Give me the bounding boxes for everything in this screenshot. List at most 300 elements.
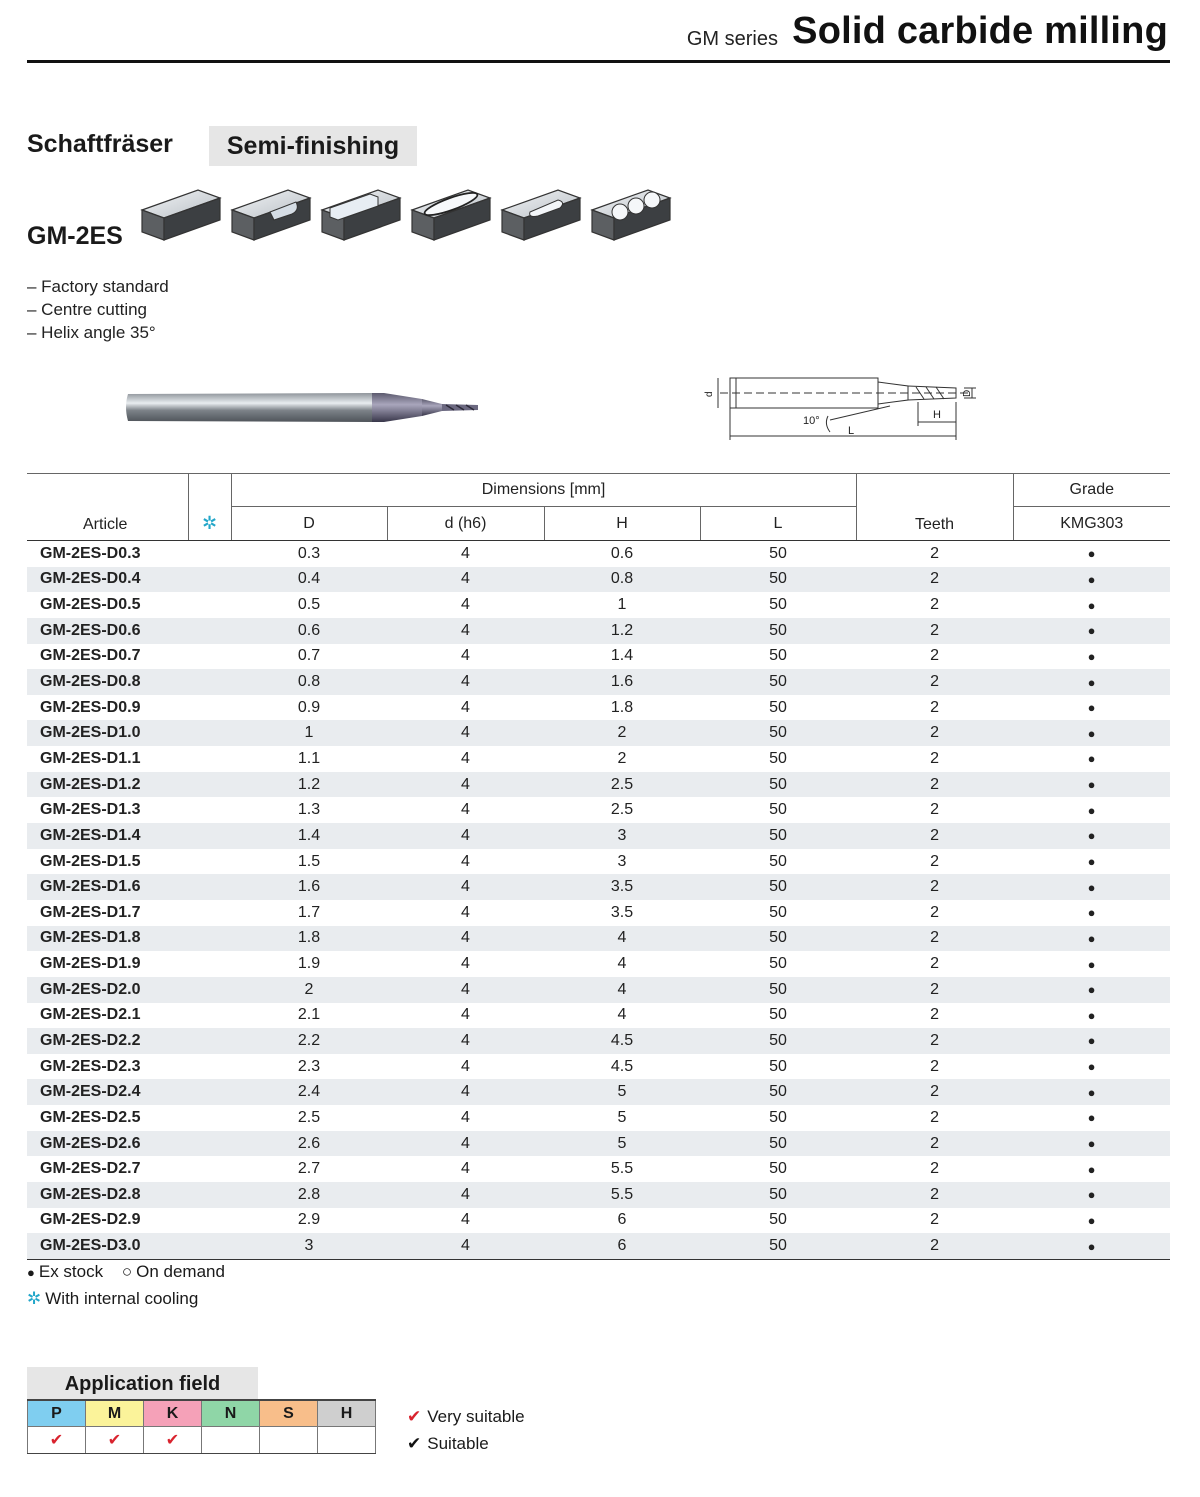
- page-header: [27, 0, 1170, 63]
- L-cell: 50: [700, 926, 856, 952]
- end-mill-photo: [122, 385, 487, 430]
- H-cell: 2: [544, 720, 700, 746]
- drawing-label-L: L: [848, 425, 855, 437]
- teeth-cell: 2: [930, 749, 939, 767]
- grade-availability-cell: ●: [1013, 823, 1170, 849]
- teeth-cell: 2: [856, 1028, 1013, 1054]
- H-cell: 5: [617, 1108, 627, 1126]
- D-cell: 1.1: [297, 749, 321, 767]
- grade-availability-cell: ●: [1013, 618, 1170, 644]
- L-cell: 50: [769, 698, 787, 716]
- L-cell: 50: [769, 1160, 787, 1178]
- table-row: [27, 1079, 1170, 1105]
- table-row: [27, 1233, 1170, 1259]
- L-cell: 50: [700, 874, 856, 900]
- grade-availability-cell: ●: [1087, 1212, 1096, 1228]
- L-cell: 50: [769, 1211, 787, 1229]
- H-cell: 3: [544, 823, 700, 849]
- article-cell: GM-2ES-D2.8: [27, 1182, 188, 1208]
- H-cell: 1: [617, 596, 627, 614]
- table-row: [27, 720, 1170, 746]
- d-cell: 4: [461, 749, 470, 767]
- D-cell: 0.4: [231, 567, 387, 593]
- cooling-cell: [188, 1028, 231, 1054]
- teeth-cell: 2: [930, 1108, 939, 1126]
- L-cell: 50: [769, 801, 787, 819]
- teeth-cell: 2: [856, 669, 1013, 695]
- article-cell: GM-2ES-D1.3: [40, 801, 141, 819]
- table-row: [27, 797, 1170, 823]
- grade-availability-cell: ●: [1013, 1182, 1170, 1208]
- d-cell: 4: [461, 903, 470, 921]
- d-cell: 4: [461, 955, 470, 973]
- cooling-cell: [188, 1131, 231, 1157]
- H-cell: 4: [544, 926, 700, 952]
- ex-stock-symbol: ●: [27, 1265, 35, 1280]
- col-header-dimensions: Dimensions [mm]: [231, 474, 856, 507]
- table-row: [27, 1208, 1170, 1234]
- teeth-cell: 2: [856, 1131, 1013, 1157]
- grade-availability-cell: ●: [1087, 1161, 1096, 1177]
- cooling-cell: [188, 900, 231, 926]
- drawing-label-H: H: [933, 409, 941, 421]
- teeth-cell: 2: [930, 596, 939, 614]
- article-cell: GM-2ES-D0.9: [40, 698, 141, 716]
- grade-availability-cell: ●: [1013, 926, 1170, 952]
- article-cell: GM-2ES-D0.4: [27, 567, 188, 593]
- d-cell: 4: [461, 698, 470, 716]
- drawing-label-D: D: [962, 389, 973, 397]
- open-pocket-block-icon: [502, 190, 580, 240]
- table-row: [27, 1028, 1170, 1054]
- H-cell: 4: [617, 1006, 627, 1024]
- D-cell: 1: [231, 720, 387, 746]
- d-cell: 4: [461, 1108, 470, 1126]
- table-row: [27, 618, 1170, 644]
- teeth-cell: 2: [930, 1057, 939, 1075]
- slot-block-icon: [322, 190, 400, 240]
- d-cell: 4: [387, 823, 544, 849]
- grade-availability-cell: ●: [1087, 1110, 1096, 1126]
- H-cell: 0.8: [544, 567, 700, 593]
- application-field-title: Application field: [27, 1367, 258, 1399]
- cooling-cell: [188, 720, 231, 746]
- model-name: GM-2ES: [27, 222, 123, 250]
- article-cell: GM-2ES-D0.5: [40, 596, 141, 614]
- cooling-cell: [188, 541, 231, 567]
- suitability-mark-p: ✔: [28, 1427, 86, 1454]
- L-cell: 50: [700, 1079, 856, 1105]
- article-cell: GM-2ES-D2.7: [40, 1160, 141, 1178]
- cooling-cell: [188, 1208, 231, 1234]
- table-row: [27, 541, 1170, 567]
- pocket-block-icon: [412, 189, 490, 240]
- grade-availability-cell: ●: [1087, 854, 1096, 869]
- D-cell: 1.4: [231, 823, 387, 849]
- material-p: P: [28, 1400, 86, 1427]
- step-block-icon: [232, 190, 310, 240]
- article-cell: GM-2ES-D2.9: [40, 1211, 141, 1229]
- H-cell: 3.5: [610, 903, 634, 921]
- table-row: [27, 874, 1170, 900]
- L-cell: 50: [769, 1108, 787, 1126]
- teeth-cell: 2: [856, 772, 1013, 798]
- L-cell: 50: [700, 1233, 856, 1259]
- D-cell: 2.1: [297, 1006, 321, 1024]
- col-header-grade: Grade: [1013, 474, 1170, 507]
- table-row: [27, 926, 1170, 952]
- D-cell: 2: [231, 977, 387, 1003]
- grade-availability-cell: ●: [1087, 700, 1096, 716]
- D-cell: 2.6: [231, 1131, 387, 1157]
- L-cell: 50: [700, 567, 856, 593]
- dimension-drawing: [700, 372, 985, 444]
- page-title: Solid carbide milling: [792, 10, 1168, 52]
- cooling-icon: ✲: [188, 474, 231, 541]
- suitability-mark-n: [202, 1427, 260, 1454]
- d-cell: 4: [461, 647, 470, 665]
- L-cell: 50: [769, 596, 787, 614]
- d-cell: 4: [387, 618, 544, 644]
- L-cell: 50: [700, 823, 856, 849]
- material-n: N: [202, 1400, 260, 1427]
- cooling-cell: [188, 592, 231, 618]
- L-cell: 50: [700, 618, 856, 644]
- col-header-L: L: [700, 507, 856, 541]
- teeth-cell: 2: [856, 720, 1013, 746]
- cooling-cell: [188, 849, 231, 875]
- H-cell: 2.5: [544, 772, 700, 798]
- L-cell: 50: [769, 1057, 787, 1075]
- H-cell: 4.5: [610, 1057, 634, 1075]
- L-cell: 50: [769, 903, 787, 921]
- D-cell: 1.8: [231, 926, 387, 952]
- d-cell: 4: [461, 852, 470, 870]
- cooling-label: With internal cooling: [45, 1289, 199, 1308]
- article-cell: GM-2ES-D2.1: [40, 1006, 141, 1024]
- cooling-cell: [188, 1182, 231, 1208]
- grade-availability-cell: ●: [1087, 1059, 1096, 1075]
- table-row: [27, 823, 1170, 849]
- table-row: [27, 1182, 1170, 1208]
- block-icon: [142, 190, 220, 240]
- article-cell: GM-2ES-D1.9: [40, 955, 141, 973]
- grade-availability-cell: ●: [1013, 720, 1170, 746]
- cooling-cell: [188, 926, 231, 952]
- teeth-cell: 2: [930, 647, 939, 665]
- L-cell: 50: [769, 544, 787, 562]
- d-cell: 4: [461, 1006, 470, 1024]
- article-cell: GM-2ES-D1.4: [27, 823, 188, 849]
- d-cell: 4: [387, 772, 544, 798]
- d-cell: 4: [461, 544, 470, 562]
- d-cell: 4: [461, 801, 470, 819]
- teeth-cell: 2: [856, 1182, 1013, 1208]
- L-cell: 50: [700, 720, 856, 746]
- article-cell: GM-2ES-D2.2: [27, 1028, 188, 1054]
- D-cell: 1.6: [231, 874, 387, 900]
- D-cell: 2.8: [231, 1182, 387, 1208]
- H-cell: 1.2: [544, 618, 700, 644]
- feature-item: – Centre cutting: [27, 300, 148, 319]
- d-cell: 4: [387, 926, 544, 952]
- suitability-mark-s: [260, 1427, 318, 1454]
- L-cell: 50: [700, 1131, 856, 1157]
- feature-item: – Helix angle 35°: [27, 323, 156, 342]
- article-cell: GM-2ES-D3.0: [27, 1233, 188, 1259]
- table-row: [27, 1054, 1170, 1080]
- cooling-cell: [188, 695, 231, 721]
- d-cell: 4: [387, 567, 544, 593]
- table-row: [27, 644, 1170, 670]
- material-s: S: [260, 1400, 318, 1427]
- teeth-cell: 2: [856, 823, 1013, 849]
- stock-legend: [27, 1262, 229, 1282]
- L-cell: 50: [700, 772, 856, 798]
- L-cell: 50: [769, 955, 787, 973]
- cooling-cell: [188, 1079, 231, 1105]
- article-cell: GM-2ES-D2.6: [27, 1131, 188, 1157]
- article-cell: GM-2ES-D1.5: [40, 852, 141, 870]
- article-cell: GM-2ES-D1.2: [27, 772, 188, 798]
- D-cell: 0.5: [297, 596, 321, 614]
- grade-availability-cell: ●: [1013, 1233, 1170, 1259]
- grade-availability-cell: ●: [1087, 905, 1096, 921]
- machining-shapes-icons: [140, 182, 680, 252]
- suitability-mark-m: ✔: [86, 1427, 144, 1454]
- article-cell: GM-2ES-D1.1: [40, 749, 141, 767]
- H-cell: 4: [617, 955, 627, 973]
- holes-block-icon: [592, 190, 670, 240]
- H-cell: 1.4: [610, 647, 634, 665]
- col-header-grade-name: KMG303: [1013, 507, 1170, 541]
- table-row: [27, 695, 1170, 721]
- H-cell: 5.5: [610, 1160, 634, 1178]
- table-row: [27, 1105, 1170, 1131]
- table-row: [27, 849, 1170, 875]
- col-header-teeth: Teeth: [856, 474, 1013, 541]
- d-cell: 4: [387, 1131, 544, 1157]
- H-cell: 1.6: [544, 669, 700, 695]
- teeth-cell: 2: [930, 1006, 939, 1024]
- teeth-cell: 2: [930, 852, 939, 870]
- col-header-d: d (h6): [387, 507, 544, 541]
- D-cell: 2.5: [297, 1108, 321, 1126]
- on-demand-symbol: ○: [121, 1262, 133, 1281]
- cooling-cell: [188, 977, 231, 1003]
- cooling-cell: [188, 618, 231, 644]
- teeth-cell: 2: [930, 698, 939, 716]
- snowflake-icon: ✲: [27, 1289, 42, 1308]
- H-cell: 3.5: [544, 874, 700, 900]
- L-cell: 50: [700, 669, 856, 695]
- grade-availability-cell: ●: [1087, 1007, 1096, 1023]
- teeth-cell: 2: [856, 567, 1013, 593]
- H-cell: 6: [617, 1211, 627, 1229]
- grade-availability-cell: ●: [1013, 874, 1170, 900]
- H-cell: 5.5: [544, 1182, 700, 1208]
- suitability-legend: [407, 1403, 525, 1457]
- cooling-legend: [27, 1289, 202, 1309]
- article-cell: GM-2ES-D2.3: [40, 1057, 141, 1075]
- tool-type-label: Schaftfräser: [27, 130, 173, 158]
- article-cell: GM-2ES-D1.0: [27, 720, 188, 746]
- d-cell: 4: [461, 1160, 470, 1178]
- grade-availability-cell: ●: [1087, 597, 1096, 613]
- teeth-cell: 2: [856, 977, 1013, 1003]
- table-row: [27, 1156, 1170, 1182]
- suitable-label: Suitable: [427, 1434, 489, 1453]
- table-row: [27, 669, 1170, 695]
- table-row: [27, 1003, 1170, 1029]
- D-cell: 1.7: [297, 903, 321, 921]
- grade-availability-cell: ●: [1087, 956, 1096, 972]
- application-grid: [27, 1399, 376, 1454]
- grade-availability-cell: ●: [1087, 802, 1096, 818]
- red-check-icon: ✔: [407, 1407, 422, 1426]
- L-cell: 50: [700, 1028, 856, 1054]
- finish-badge: Semi-finishing: [209, 126, 417, 166]
- material-h: H: [318, 1400, 376, 1427]
- H-cell: 2.5: [610, 801, 634, 819]
- cooling-cell: [188, 1054, 231, 1080]
- article-cell: GM-2ES-D0.8: [27, 669, 188, 695]
- d-cell: 4: [387, 874, 544, 900]
- L-cell: 50: [769, 647, 787, 665]
- suitability-mark-k: ✔: [144, 1427, 202, 1454]
- H-cell: 5: [544, 1079, 700, 1105]
- article-cell: GM-2ES-D0.3: [40, 544, 141, 562]
- cooling-cell: [188, 1003, 231, 1029]
- teeth-cell: 2: [930, 955, 939, 973]
- col-header-article: Article: [27, 474, 188, 541]
- article-cell: GM-2ES-D2.4: [27, 1079, 188, 1105]
- D-cell: 2.3: [297, 1057, 321, 1075]
- table-row: [27, 592, 1170, 618]
- D-cell: 1.2: [231, 772, 387, 798]
- d-cell: 4: [461, 1211, 470, 1229]
- D-cell: 2.4: [231, 1079, 387, 1105]
- table-row: [27, 567, 1170, 593]
- black-check-icon: ✔: [407, 1434, 422, 1453]
- article-cell: GM-2ES-D2.0: [27, 977, 188, 1003]
- article-cell: GM-2ES-D1.8: [27, 926, 188, 952]
- teeth-cell: 2: [856, 1233, 1013, 1259]
- grade-availability-cell: ●: [1013, 1028, 1170, 1054]
- table-row: [27, 772, 1170, 798]
- d-cell: 4: [387, 669, 544, 695]
- table-row: [27, 951, 1170, 977]
- col-header-D: D: [231, 507, 387, 541]
- cooling-cell: [188, 1156, 231, 1182]
- H-cell: 3: [617, 852, 627, 870]
- d-cell: 4: [387, 1182, 544, 1208]
- series-label: GM series: [686, 28, 778, 50]
- H-cell: 4.5: [544, 1028, 700, 1054]
- teeth-cell: 2: [930, 801, 939, 819]
- grade-availability-cell: ●: [1087, 648, 1096, 664]
- table-row: [27, 977, 1170, 1003]
- L-cell: 50: [769, 749, 787, 767]
- teeth-cell: 2: [856, 618, 1013, 644]
- D-cell: 0.7: [297, 647, 321, 665]
- material-m: M: [86, 1400, 144, 1427]
- cooling-cell: [188, 823, 231, 849]
- H-cell: 4: [544, 977, 700, 1003]
- on-demand-label: On demand: [136, 1262, 225, 1281]
- table-row: [27, 900, 1170, 926]
- L-cell: 50: [769, 1006, 787, 1024]
- d-cell: 4: [387, 1233, 544, 1259]
- very-suitable-label: Very suitable: [427, 1407, 525, 1426]
- teeth-cell: 2: [930, 903, 939, 921]
- d-cell: 4: [387, 977, 544, 1003]
- H-cell: 0.6: [610, 544, 634, 562]
- grade-availability-cell: ●: [1013, 669, 1170, 695]
- d-cell: 4: [461, 1057, 470, 1075]
- article-cell: GM-2ES-D2.5: [40, 1108, 141, 1126]
- article-cell: GM-2ES-D1.6: [27, 874, 188, 900]
- teeth-cell: 2: [930, 1211, 939, 1229]
- D-cell: 1.3: [297, 801, 321, 819]
- suitability-mark-h: [318, 1427, 376, 1454]
- L-cell: 50: [700, 1182, 856, 1208]
- article-cell: GM-2ES-D0.7: [40, 647, 141, 665]
- D-cell: 0.3: [297, 544, 321, 562]
- cooling-cell: [188, 1233, 231, 1259]
- d-cell: 4: [387, 720, 544, 746]
- cooling-cell: [188, 644, 231, 670]
- grade-availability-cell: ●: [1013, 567, 1170, 593]
- cooling-cell: [188, 874, 231, 900]
- L-cell: 50: [700, 977, 856, 1003]
- table-row: [27, 1131, 1170, 1157]
- d-cell: 4: [387, 1079, 544, 1105]
- article-cell: GM-2ES-D0.6: [27, 618, 188, 644]
- H-cell: 5: [544, 1131, 700, 1157]
- teeth-cell: 2: [856, 1079, 1013, 1105]
- material-k: K: [144, 1400, 202, 1427]
- D-cell: 2.9: [297, 1211, 321, 1229]
- drawing-label-angle: 10°: [803, 415, 820, 427]
- cooling-cell: [188, 567, 231, 593]
- teeth-cell: 2: [856, 874, 1013, 900]
- grade-availability-cell: ●: [1013, 1079, 1170, 1105]
- drawing-label-d: d: [704, 391, 715, 397]
- H-cell: 6: [544, 1233, 700, 1259]
- D-cell: 0.8: [231, 669, 387, 695]
- application-field: [27, 1367, 376, 1454]
- teeth-cell: 2: [930, 544, 939, 562]
- H-cell: 2: [617, 749, 627, 767]
- cooling-cell: [188, 772, 231, 798]
- D-cell: 0.6: [231, 618, 387, 644]
- H-cell: 1.8: [610, 698, 634, 716]
- D-cell: 1.5: [297, 852, 321, 870]
- product-table: [27, 473, 1170, 1260]
- cooling-cell: [188, 669, 231, 695]
- article-cell: GM-2ES-D1.7: [40, 903, 141, 921]
- D-cell: 2.7: [297, 1160, 321, 1178]
- d-cell: 4: [461, 596, 470, 614]
- grade-availability-cell: ●: [1087, 751, 1096, 767]
- grade-availability-cell: ●: [1013, 1131, 1170, 1157]
- grade-availability-cell: ●: [1013, 977, 1170, 1003]
- grade-availability-cell: ●: [1013, 772, 1170, 798]
- D-cell: 1.9: [297, 955, 321, 973]
- grade-availability-cell: ●: [1087, 546, 1096, 562]
- cooling-cell: [188, 797, 231, 823]
